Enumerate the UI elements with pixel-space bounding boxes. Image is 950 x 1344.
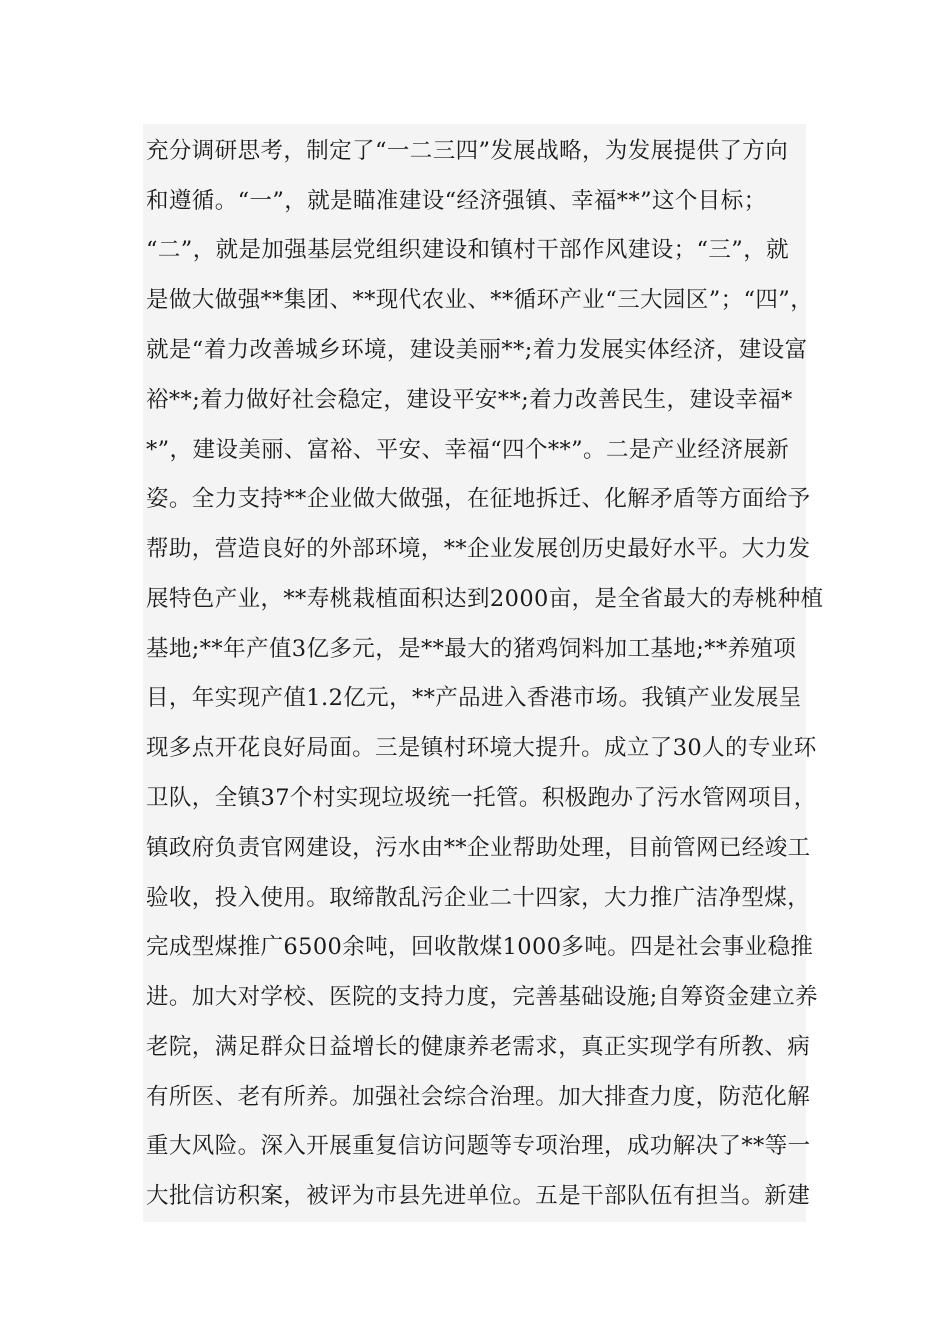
paragraph-line: 帮助，营造良好的外部环境，**企业发展创历史最好水平。大力发 (146, 536, 811, 562)
paragraph-line: 和遵循。“一”，就是瞄准建设“经济强镇、幸福**”这个目标； (146, 188, 767, 214)
paragraph-line: *”，建设美丽、富裕、平安、幸福“四个**”。二是产业经济展新 (146, 437, 790, 463)
paragraph-line: 镇政府负责官网建设，污水由**企业帮助处理，目前管网已经竣工 (146, 835, 811, 861)
paragraph-line: 老院，满足群众日益增长的健康养老需求，真正实现学有所教、病 (146, 1034, 811, 1060)
paragraph-line: 验收，投入使用。取缔散乱污企业二十四家，大力推广洁净型煤， (146, 885, 811, 911)
paragraph-line: 裕**;着力做好社会稳定，建设平安**;着力改善民生，建设幸福* (146, 387, 793, 413)
paragraph-line: 是做大做强**集团、**现代农业、**循环产业“三大园区”；“四”， (146, 287, 814, 313)
paragraph-line: 展特色产业，**寿桃栽植面积达到2000亩，是全省最大的寿桃种植 (146, 586, 824, 612)
paragraph-line: 重大风险。深入开展重复信访问题等专项治理，成功解决了**等一 (146, 1133, 811, 1159)
paragraph-line: 完成型煤推广6500余吨，回收散煤1000多吨。四是社会事业稳推 (146, 934, 814, 960)
paragraph-line: 就是“着力改善城乡环境，建设美丽**;着力发展实体经济，建设富 (146, 337, 808, 363)
paragraph-line: 基地;**年产值3亿多元，是**最大的猪鸡饲料加工基地;**养殖项 (146, 636, 797, 662)
paragraph-line: “二”，就是加强基层党组织建设和镇村干部作风建设；“三”，就 (146, 237, 790, 263)
paragraph-line: 进。加大对学校、医院的支持力度，完善基础设施;自筹资金建立养 (146, 984, 819, 1010)
paragraph-line: 大批信访积案，被评为市县先进单位。五是干部队伍有担当。新建 (146, 1183, 811, 1209)
paragraph-line: 目，年实现产值1.2亿元，**产品进入香港市场。我镇产业发展呈 (146, 685, 802, 711)
paragraph-line: 卫队，全镇37个村实现垃圾统一托管。积极跑办了污水管网项目， (146, 785, 817, 811)
paragraph-line: 现多点开花良好局面。三是镇村环境大提升。成立了30人的专业环 (146, 735, 817, 761)
paragraph-line: 姿。全力支持**企业做大做强，在征地拆迁、化解矛盾等方面给予 (146, 486, 811, 512)
paragraph-line: 有所医、老有所养。加强社会综合治理。加大排查力度，防范化解 (146, 1084, 811, 1110)
paragraph-line: 充分调研思考，制定了“一二三四”发展战略，为发展提供了方向 (146, 138, 789, 164)
